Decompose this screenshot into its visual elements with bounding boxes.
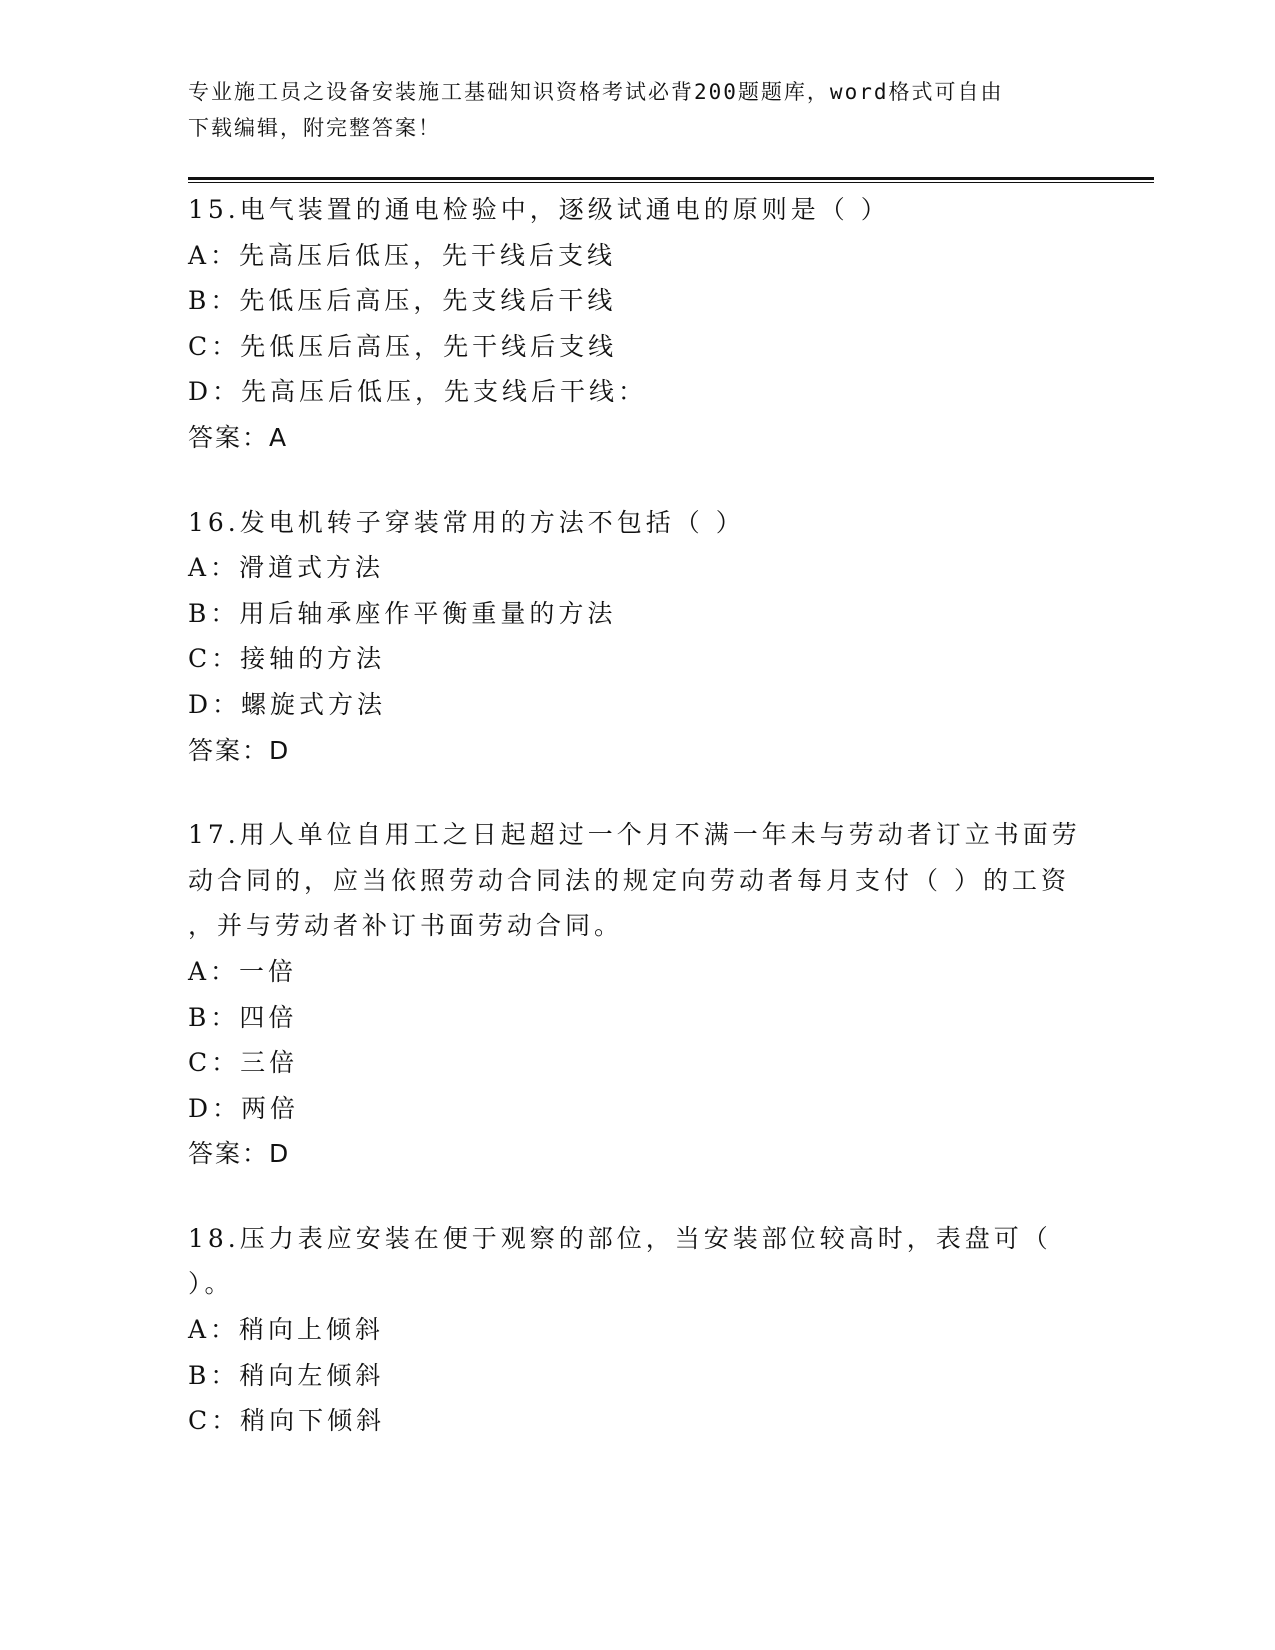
option-a: A：稍向上倾斜	[188, 1315, 385, 1345]
option-c: C：接轴的方法	[188, 644, 386, 674]
option-d: D：两倍	[188, 1093, 300, 1123]
question-stem	[188, 812, 1088, 949]
option-c: C：三倍	[188, 1048, 299, 1078]
question-18	[188, 1216, 1088, 1444]
option-d: D：螺旋式方法	[188, 689, 387, 719]
stem-line: 16.发电机转子穿装常用的方法不包括（ ）	[188, 507, 745, 537]
stem-line: 15.电气装置的通电检验中，逐级试通电的原则是（ ）	[188, 195, 890, 224]
option-d: D：先高压后低压，先支线后干线：	[188, 377, 648, 407]
option-a: A：一倍	[188, 956, 298, 986]
option-c: C：先低压后高压，先干线后支线	[188, 331, 618, 361]
stem-line: 17.用人单位自用工之日起超过一个月不满一年未与劳动者订立书面劳	[188, 820, 1081, 850]
question-15	[188, 187, 1088, 461]
stem-line: ）。	[188, 1269, 234, 1299]
option-b: B：稍向左倾斜	[188, 1360, 385, 1390]
header-rule-thin	[188, 182, 1154, 183]
option-b: B：先低压后高压，先支线后干线	[188, 286, 617, 316]
stem-line: 18.压力表应安装在便于观察的部位，当安装部位较高时，表盘可（	[188, 1223, 1052, 1253]
question-16	[188, 500, 1088, 774]
question-17	[188, 812, 1088, 1177]
question-stem	[188, 1216, 1088, 1307]
option-a: A：滑道式方法	[188, 553, 385, 583]
question-stem	[188, 500, 1088, 546]
stem-line: 动合同的，应当依照劳动合同法的规定向劳动者每月支付（ ）的工资	[188, 865, 1070, 895]
option-a: A：先高压后低压，先干线后支线	[188, 240, 617, 270]
question-list	[188, 187, 1088, 1483]
header-line-2: 下载编辑，附完整答案！	[188, 116, 441, 140]
header-line-1: 专业施工员之设备安装施工基础知识资格考试必背200题题库，word格式可自由	[188, 80, 1004, 104]
option-c: C：稍向下倾斜	[188, 1406, 386, 1436]
document-header	[188, 74, 1088, 146]
option-b: B：四倍	[188, 1002, 298, 1032]
answer: 答案：A	[188, 422, 289, 452]
option-b: B：用后轴承座作平衡重量的方法	[188, 598, 617, 628]
answer: 答案：D	[188, 735, 291, 765]
stem-line: ，并与劳动者补订书面劳动合同。	[188, 911, 624, 941]
question-stem	[188, 187, 1088, 233]
answer: 答案：D	[188, 1139, 291, 1169]
header-rule-thick	[188, 177, 1154, 180]
